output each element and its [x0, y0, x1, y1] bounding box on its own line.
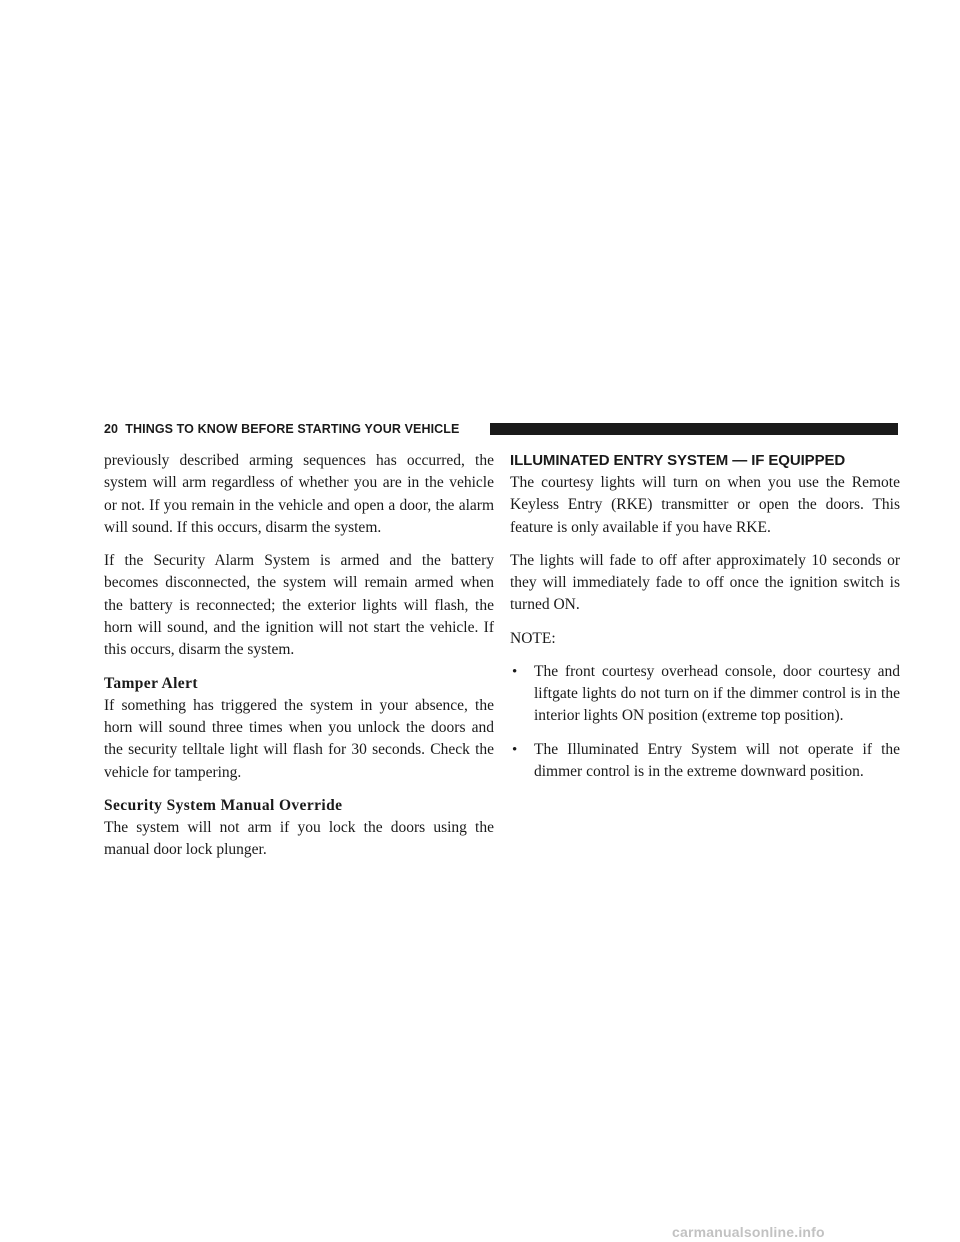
header-title: THINGS TO KNOW BEFORE STARTING YOUR VEHICLE [125, 422, 460, 436]
manual-override-body: The system will not arm if you lock the doors using the manual door lock plunger. [104, 818, 494, 859]
note-label: NOTE: [510, 629, 556, 647]
left-column [104, 450, 494, 872]
watermark-text: carmanualsonline.info [672, 1224, 825, 1240]
header-text [104, 420, 459, 438]
tamper-alert-body: If something has triggered the system in your absence, the horn will sound three times when you unlock the doors and the security telltale light will flash for 30 seconds. Check the vehicle for tampering. [104, 696, 494, 781]
tamper-alert-heading: Tamper Alert [104, 674, 198, 692]
bullet-icon: • [512, 741, 518, 758]
courtesy-lights-paragraph: The courtesy lights will turn on when you use the Remote Keyless Entry (RKE) transmitter or open the doors. This feature is only available if you have RKE. [510, 474, 900, 536]
page-number: 20 [104, 422, 119, 436]
list-item [510, 661, 900, 728]
header-rule-bar [490, 423, 898, 435]
bullet-icon: • [512, 663, 518, 680]
list-item [510, 739, 900, 784]
right-column [510, 450, 900, 794]
fade-paragraph: The lights will fade to off after approximately 10 seconds or they will immediately fade to off once the ignition switch is turned ON. [510, 551, 900, 614]
manual-override-heading: Security System Manual Override [104, 796, 343, 814]
footer-watermark [0, 1222, 960, 1242]
arming-paragraph: previously described arming sequences has occurred, the system will arm regardless of whether you are in the vehicle or not. If you remain in the vehicle and open a door, the alarm will sound. If this occurs, disarm the system. [104, 452, 494, 536]
notes-list [510, 661, 900, 783]
page-header [104, 420, 898, 438]
battery-paragraph: If the Security Alarm System is armed and the battery becomes disconnected, the system will remain armed when the battery is reconnected; the exterior lights will flash, the horn will sound, and the ignition will not start the vehicle. If this occurs, disarm the system. [104, 552, 494, 659]
section-title: ILLUMINATED ENTRY SYSTEM — IF EQUIPPED [510, 452, 846, 469]
note-text: The Illuminated Entry System will not operate if the dimmer control is in the extreme downward position. [534, 740, 900, 780]
note-text: The front courtesy overhead console, door courtesy and liftgate lights do not turn on if the dimmer control is in the interior lights ON position (extreme top position). [534, 662, 900, 725]
